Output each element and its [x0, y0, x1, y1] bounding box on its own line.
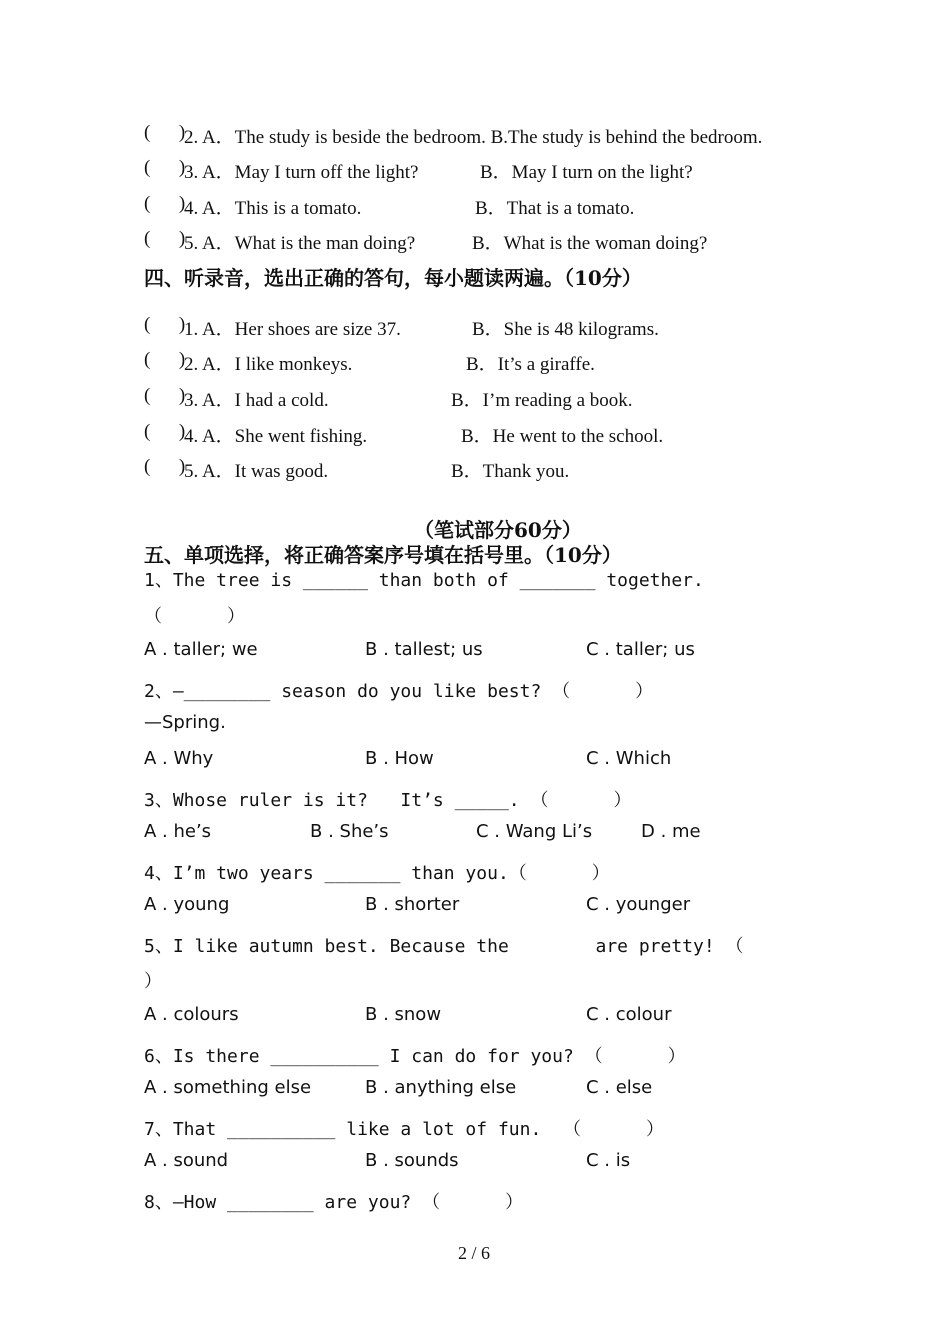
answer-paren: ( ) — [144, 385, 186, 406]
option-a: 5. A．It was good. — [184, 461, 329, 482]
option-b: B．He went to the school. — [461, 426, 664, 447]
answer-paren: ( ) — [144, 157, 186, 178]
option-b: B . anything else — [365, 1077, 517, 1098]
question-3: 3、Whose ruler is it? It’s _____. （ ） — [144, 790, 632, 811]
answer-paren: ( ) — [144, 421, 186, 442]
dialogue-answer: —Spring. — [144, 712, 226, 733]
page-number: 2 / 6 — [458, 1243, 491, 1263]
option-c: C . younger — [586, 894, 691, 915]
option-a: 3. A．I had a cold. — [184, 390, 329, 411]
option-c: C . else — [586, 1077, 653, 1098]
option-a: A . he’s — [144, 821, 212, 842]
question-1: 1、The tree is ______ than both of _______ together. — [144, 570, 704, 591]
option-a: 4. A．She went fishing. — [184, 426, 368, 447]
option-a: A . sound — [144, 1150, 229, 1171]
option-c: C . colour — [586, 1004, 672, 1025]
answer-paren: （ ） — [144, 606, 246, 627]
option-b: B . tallest; us — [365, 639, 483, 660]
option-b: B . sounds — [365, 1150, 459, 1171]
answer-paren-close: ） — [144, 971, 162, 992]
question-8: 8、—How ________ are you? （ ） — [144, 1192, 524, 1213]
option-b: B．What is the woman doing? — [472, 233, 708, 254]
option-a: 5. A．What is the man doing? — [184, 233, 416, 254]
answer-paren: ( ) — [144, 228, 186, 249]
question-7: 7、That __________ like a lot of fun. （ ） — [144, 1119, 664, 1140]
question-2: 2、—________ season do you like best? （ ） — [144, 681, 654, 702]
option-c: C . Wang Li’s — [476, 821, 593, 842]
option-b: B．May I turn on the light? — [480, 162, 693, 183]
option-c: C . is — [586, 1150, 631, 1171]
option-b: B．It’s a giraffe. — [466, 354, 595, 375]
answer-paren: ( ) — [144, 314, 186, 335]
option-a: A . Why — [144, 748, 214, 769]
question-4: 4、I’m two years _______ than you.（ ） — [144, 863, 610, 884]
option-d: D . me — [641, 821, 701, 842]
option-a: 2. A．The study is beside the bedroom. B.The study is behind the bedroom. — [184, 127, 763, 148]
option-b: B．She is 48 kilograms. — [472, 319, 659, 340]
written-part-title: （笔试部分60分） — [414, 518, 582, 542]
option-a: A . something else — [144, 1077, 312, 1098]
answer-paren: ( ) — [144, 349, 186, 370]
option-a: 1. A．Her shoes are size 37. — [184, 319, 401, 340]
option-a: 4. A．This is a tomato. — [184, 198, 362, 219]
option-b: B．I’m reading a book. — [451, 390, 633, 411]
question-6: 6、Is there __________ I can do for you? （ ） — [144, 1046, 686, 1067]
option-a: A . young — [144, 894, 230, 915]
option-a: 3. A．May I turn off the light? — [184, 162, 419, 183]
option-b: B．Thank you. — [451, 461, 570, 482]
option-b: B . snow — [365, 1004, 442, 1025]
option-a: A . colours — [144, 1004, 239, 1025]
answer-paren: ( ) — [144, 122, 186, 143]
option-a: 2. A．I like monkeys. — [184, 354, 353, 375]
option-b: B . shorter — [365, 894, 460, 915]
question-5: 5、I like autumn best. Because the are pretty! （ — [144, 936, 744, 957]
answer-paren: ( ) — [144, 456, 186, 477]
option-a: A . taller; we — [144, 639, 258, 660]
answer-paren: ( ) — [144, 193, 186, 214]
option-c: C . taller; us — [586, 639, 695, 660]
option-b: B．That is a tomato. — [475, 198, 635, 219]
option-b: B . How — [365, 748, 434, 769]
option-b: B . She’s — [310, 821, 389, 842]
option-c: C . Which — [586, 748, 672, 769]
section-heading: 五、单项选择，将正确答案序号填在括号里。（10分） — [144, 543, 622, 567]
section-heading: 四、听录音，选出正确的答句，每小题读两遍。（10分） — [144, 266, 642, 290]
